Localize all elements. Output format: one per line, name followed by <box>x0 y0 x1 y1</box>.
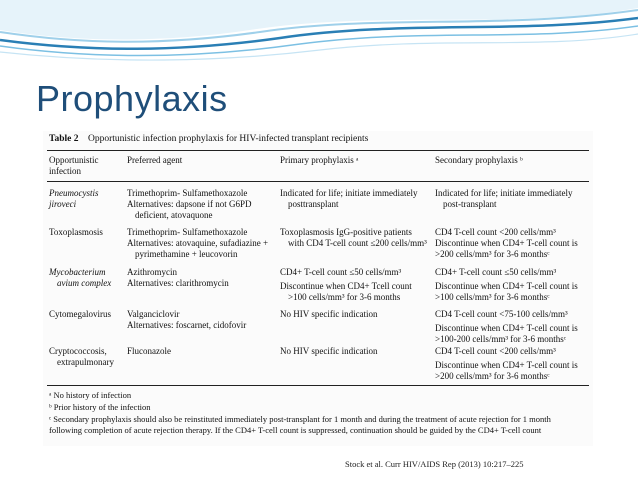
table-caption-text: Opportunistic infection prophylaxis for HIV-infected transplant recipients <box>87 134 369 144</box>
table-header-rule <box>47 181 589 182</box>
footnote-b: ᵇ Prior history of the infection <box>49 402 151 412</box>
header-agent: Preferred agent <box>127 155 183 165</box>
prophylaxis-table <box>43 131 593 446</box>
table-cell-primary: No HIV specific indication <box>280 346 378 356</box>
table-caption-label: Table 2 <box>49 134 79 144</box>
table-cell-agent: Trimethoprim- Sulfamethoxazole Alternatives: atovaquine, sufadiazine + pyrimethamine + leucovorin <box>127 227 269 259</box>
table-cell-primary: CD4+ T-cell count ≤50 cells/mm³ Discontinue when CD4+ Tcell count >100 cells/mm³ for 3-6 months <box>280 267 412 302</box>
table-row: Cryptococcosis, extrapulmonary <box>49 346 114 367</box>
footnote-c-line2: following completion of acute rejection therapy. If the CD4+ T-cell count is suppressed, continuation should be guided by the CD4+ T-cell count <box>49 425 542 435</box>
table-cell-secondary: CD4+ T-cell count ≤50 cells/mm³ Discontinue when CD4+ T-cell count is >100 cells/mm³ for 3-6 monthsᶜ <box>435 267 578 302</box>
table-cell-primary: No HIV specific indication <box>280 309 378 319</box>
header-wave-decoration <box>0 0 638 70</box>
table-row: Mycobacterium avium complex <box>49 267 112 288</box>
header-primary: Primary prophylaxis ᵃ <box>280 155 359 165</box>
header-secondary: Secondary prophylaxis ᵇ <box>435 155 523 165</box>
table-bottom-rule <box>47 385 589 386</box>
table-row: Cytomegalovirus <box>49 309 111 319</box>
table-cell-secondary: CD4 T-cell count <75-100 cells/mm³ Discontinue when CD4+ T-cell count is >100-200 cells/mm³ for 3-6 monthsᶜ <box>435 309 578 344</box>
table-cell-secondary: CD4 T-cell count <200 cells/mm³ Discontinue when CD4+ T-cell count is >200 cells/mm³ for 3-6 monthsᶜ <box>435 227 578 259</box>
table-cell-agent: Azithromycin Alternatives: clarithromycin <box>127 267 229 288</box>
table-row: Toxoplasmosis <box>49 227 103 237</box>
table-top-rule <box>47 150 589 151</box>
slide-title: Prophylaxis <box>36 78 228 119</box>
footnote-a: ᵃ No history of infection <box>49 390 132 400</box>
table-cell-secondary: CD4 T-cell count <200 cells/mm³ Discontinue when CD4+ T-cell count is >200 cells/mm³ for 3-6 monthsᶜ <box>435 346 578 381</box>
table-row: Pneumocystis jiroveci <box>49 188 99 209</box>
table-caption <box>49 134 368 144</box>
table-cell-agent: Fluconazole <box>127 346 171 356</box>
table-cell-primary: Toxoplasmosis IgG-positive patients with CD4 T-cell count ≤200 cells/mm³ <box>280 227 427 248</box>
table-cell-agent: Valganciclovir Alternatives: foscarnet, cidofovir <box>127 309 247 330</box>
citation: Stock et al. Curr HIV/AIDS Rep (2013) 10:217–225 <box>345 459 524 469</box>
header-infection: Opportunistic infection <box>49 155 99 176</box>
table-cell-secondary: Indicated for life; initiate immediately post-transplant <box>435 188 573 209</box>
footnote-c-line1: ᶜ Secondary prophylaxis should also be reinstituted immediately post-transplant for 1 month and during the treatment of acute rejection for 1 month <box>49 414 551 424</box>
table-cell-agent: Trimethoprim- Sulfamethoxazole Alternatives: dapsone if not G6PD deficient, atovaquone <box>127 188 252 220</box>
table-cell-primary: Indicated for life; initiate immediately posttransplant <box>280 188 418 209</box>
